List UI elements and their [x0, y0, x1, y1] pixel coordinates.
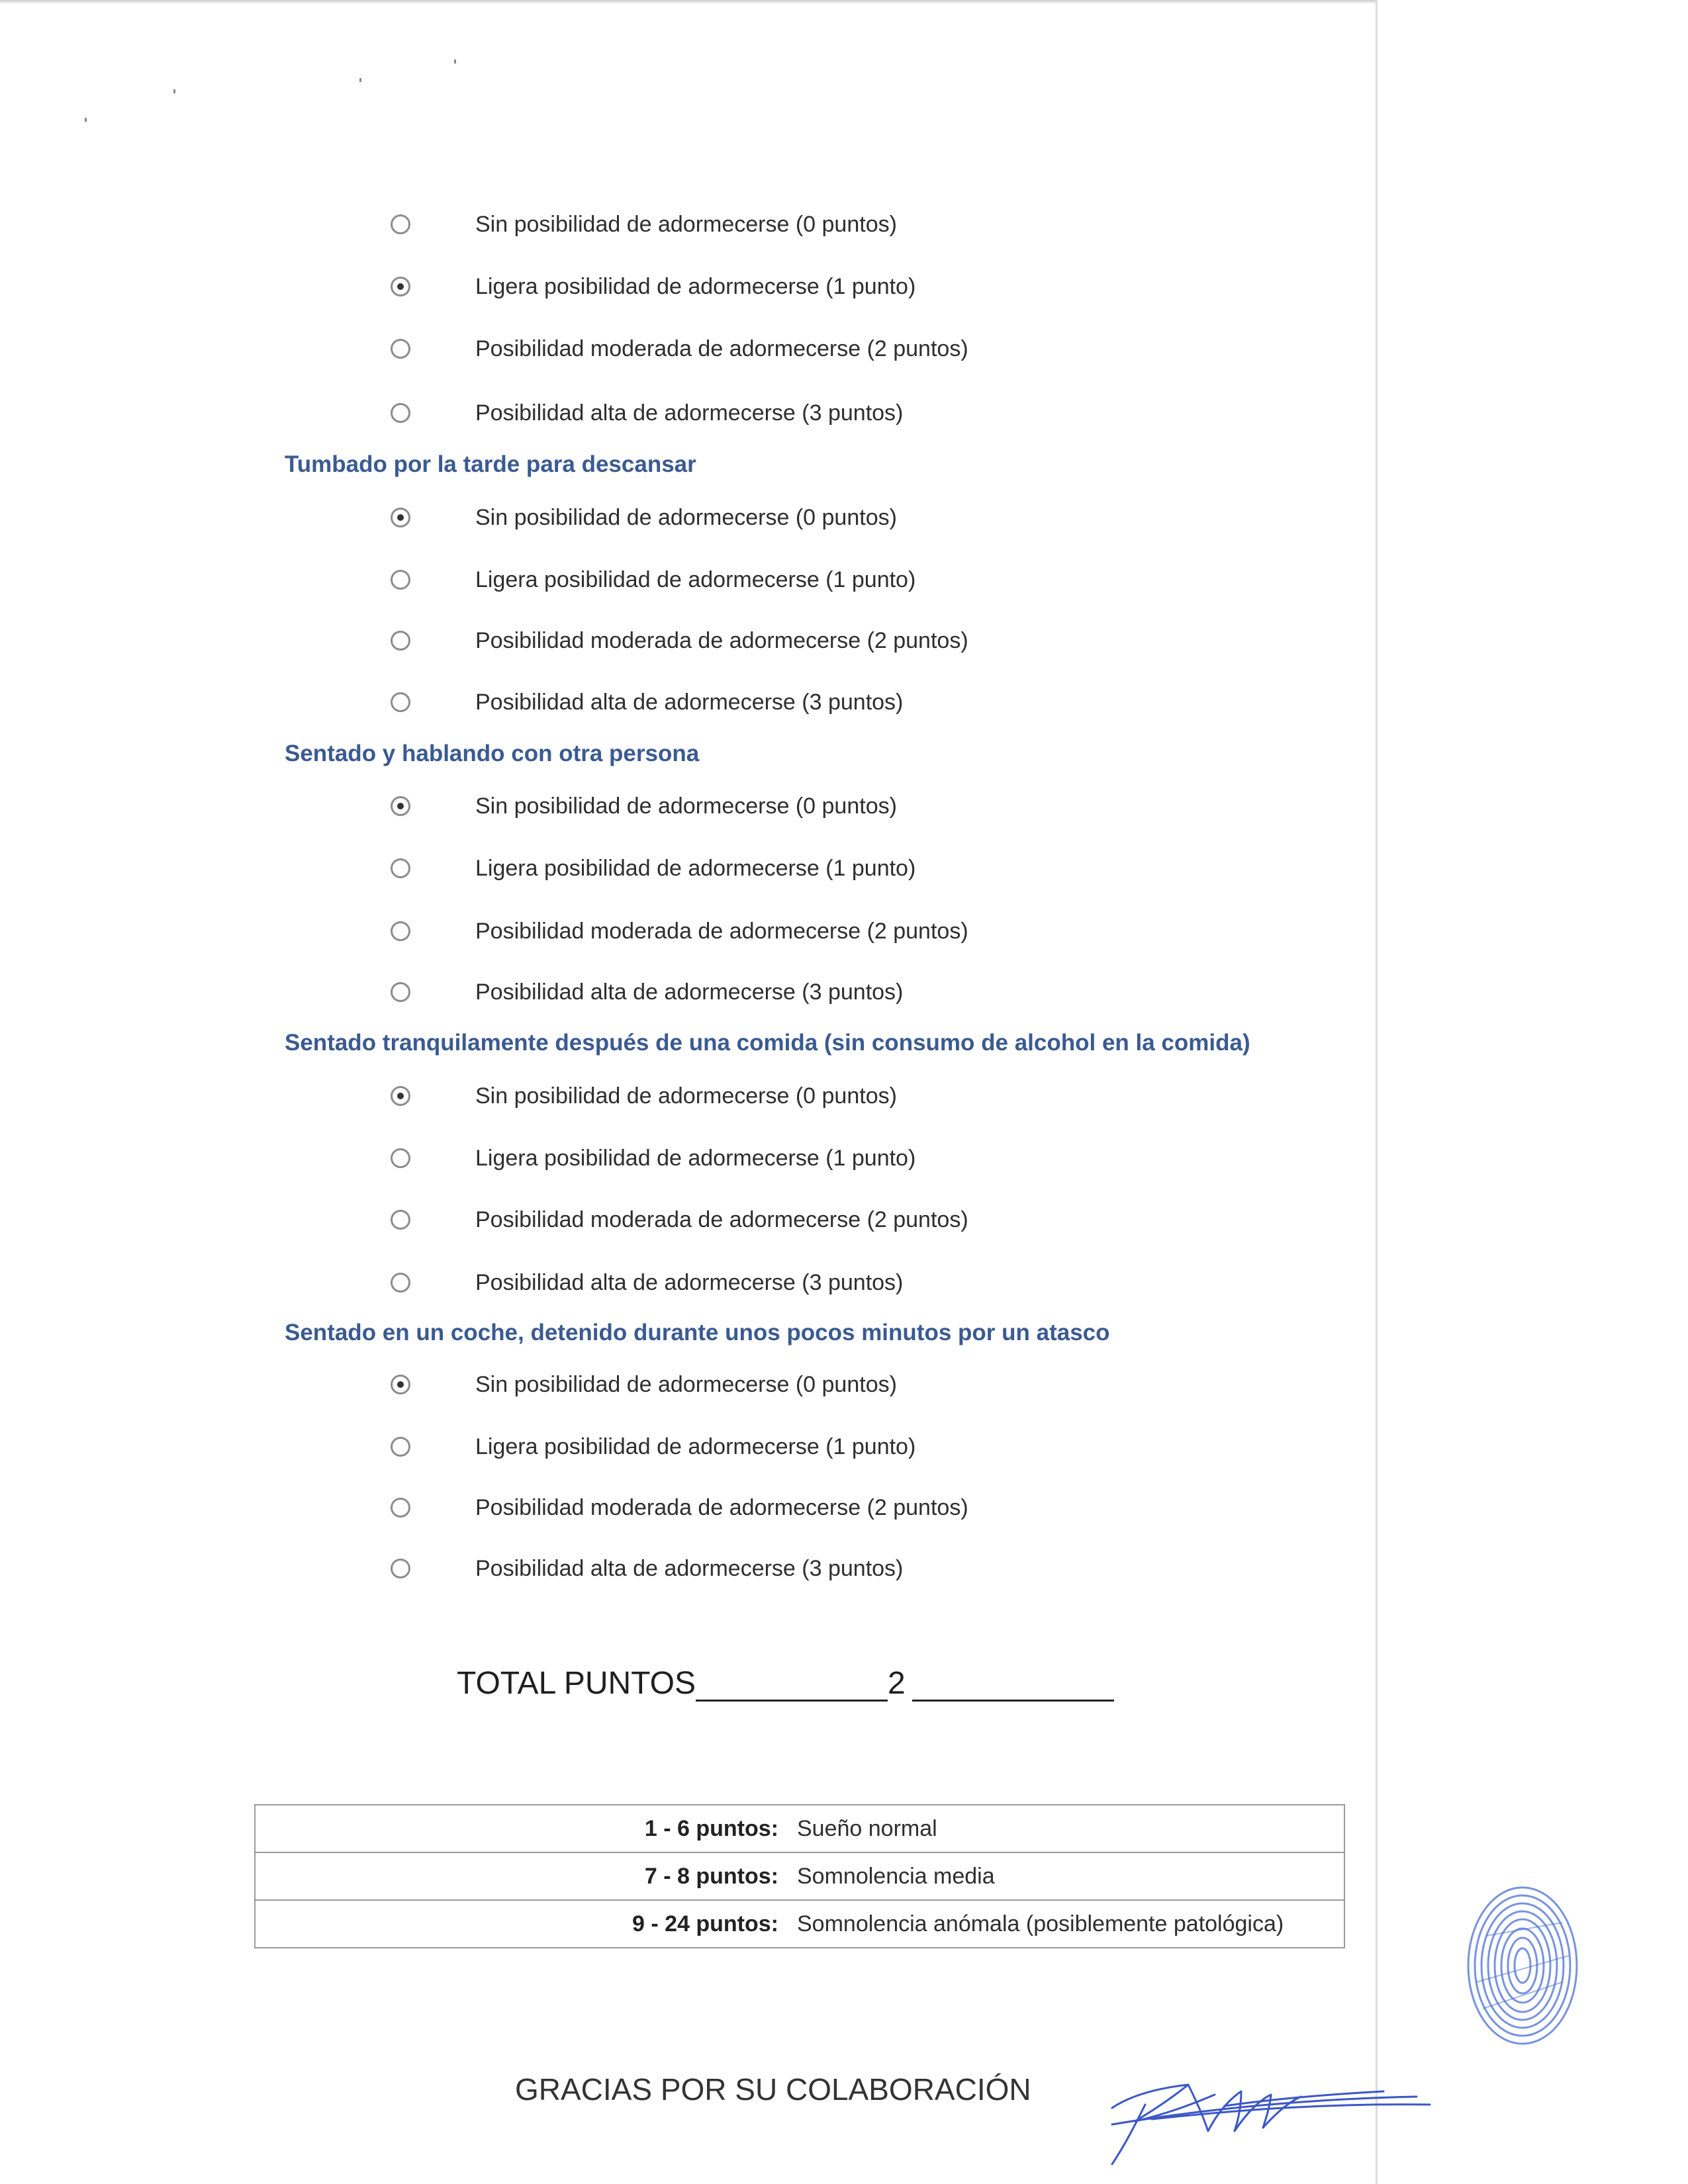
radio-button[interactable] — [391, 403, 410, 423]
radio-button[interactable] — [391, 921, 410, 941]
table-cell — [255, 1805, 1344, 1852]
scale-description: Somnolencia media — [797, 1863, 995, 1889]
option-q3-2[interactable] — [391, 1200, 968, 1240]
radio-button-selected[interactable] — [391, 1086, 410, 1106]
radio-button-selected[interactable] — [391, 277, 410, 296]
option-label: Posibilidad alta de adormecerse (3 puntos) — [475, 400, 904, 426]
question-title: Sentado en un coche, detenido durante unos pocos minutos por un atasco — [285, 1320, 1110, 1345]
option-q1-2[interactable] — [391, 621, 968, 660]
option-q4-2[interactable] — [391, 1488, 968, 1527]
signature — [1072, 2058, 1443, 2171]
option-q1-0[interactable] — [391, 498, 897, 537]
scale-description: Somnolencia anómala (posiblemente patológica) — [797, 1911, 1284, 1936]
scale-range: 9 - 24 puntos: — [632, 1911, 778, 1936]
table-row — [255, 1852, 1344, 1900]
option-label: Posibilidad moderada de adormecerse (2 puntos) — [475, 1206, 968, 1232]
option-label: Posibilidad moderada de adormecerse (2 puntos) — [475, 1494, 968, 1520]
table-cell — [255, 1852, 1344, 1900]
scale-range: 7 - 8 puntos: — [644, 1863, 778, 1889]
option-label: Ligera posibilidad de adormecerse (1 punto) — [475, 1433, 916, 1459]
option-q4-1[interactable] — [391, 1427, 915, 1467]
scan-speck — [85, 118, 87, 122]
option-label: Ligera posibilidad de adormecerse (1 punto) — [475, 1145, 916, 1171]
option-label: Posibilidad moderada de adormecerse (2 puntos) — [475, 918, 968, 944]
option-label: Posibilidad alta de adormecerse (3 puntos) — [475, 1269, 904, 1295]
radio-button[interactable] — [391, 692, 410, 712]
thanks-message: GRACIAS POR SU COLABORACIÓN — [515, 2072, 1031, 2107]
scan-speck — [173, 89, 175, 93]
radio-button[interactable] — [391, 631, 410, 651]
radio-button[interactable] — [391, 1559, 410, 1578]
option-label: Posibilidad alta de adormecerse (3 puntos) — [475, 979, 904, 1005]
total-value[interactable]: 2 — [887, 1666, 906, 1701]
option-q0-0[interactable] — [391, 205, 897, 244]
radio-button[interactable] — [391, 1273, 410, 1293]
table-row — [255, 1900, 1344, 1948]
radio-button[interactable] — [391, 982, 410, 1002]
option-q2-1[interactable] — [391, 848, 915, 888]
option-label: Posibilidad moderada de adormecerse (2 puntos) — [475, 627, 968, 653]
score-scale-table — [254, 1804, 1345, 1948]
option-label: Sin posibilidad de adormecerse (0 puntos) — [475, 1371, 897, 1397]
option-q0-3[interactable] — [391, 393, 903, 433]
scan-top-edge — [0, 0, 1376, 4]
question-title: Sentado y hablando con otra persona — [285, 741, 700, 766]
option-q1-1[interactable] — [391, 560, 915, 600]
option-q1-3[interactable] — [391, 682, 903, 722]
option-label: Sin posibilidad de adormecerse (0 puntos) — [475, 211, 897, 237]
option-label: Posibilidad alta de adormecerse (3 puntos) — [475, 689, 904, 715]
radio-button[interactable] — [391, 570, 410, 590]
option-q4-0[interactable] — [391, 1365, 897, 1404]
option-label: Posibilidad alta de adormecerse (3 puntos) — [475, 1555, 904, 1581]
option-label: Ligera posibilidad de adormecerse (1 punto) — [475, 567, 916, 592]
option-label: Ligera posibilidad de adormecerse (1 punto) — [475, 855, 916, 881]
radio-button[interactable] — [391, 1148, 410, 1168]
scale-range: 1 - 6 puntos: — [644, 1815, 778, 1841]
total-line-left — [696, 1669, 888, 1702]
option-label: Posibilidad moderada de adormecerse (2 puntos) — [475, 336, 968, 361]
total-points — [457, 1665, 1114, 1702]
radio-button-selected[interactable] — [391, 1375, 410, 1394]
option-q2-2[interactable] — [391, 911, 968, 951]
option-q2-3[interactable] — [391, 972, 903, 1012]
radio-button[interactable] — [391, 214, 410, 234]
option-label: Sin posibilidad de adormecerse (0 puntos) — [475, 1083, 897, 1109]
total-label: TOTAL PUNTOS — [457, 1666, 696, 1701]
table-cell — [255, 1900, 1344, 1948]
scan-speck — [359, 78, 361, 82]
option-q0-1[interactable] — [391, 267, 915, 306]
option-q0-2[interactable] — [391, 329, 968, 369]
radio-button-selected[interactable] — [391, 508, 410, 527]
radio-button-selected[interactable] — [391, 796, 410, 816]
radio-button[interactable] — [391, 858, 410, 878]
radio-button[interactable] — [391, 1437, 410, 1457]
radio-button[interactable] — [391, 339, 410, 359]
question-title: Sentado tranquilamente después de una comida (sin consumo de alcohol en la comida) — [285, 1030, 1250, 1056]
scan-right-edge — [1376, 0, 1378, 2184]
option-q3-0[interactable] — [391, 1076, 897, 1116]
scan-speck — [454, 60, 456, 64]
option-label: Ligera posibilidad de adormecerse (1 punto) — [475, 273, 916, 299]
option-q3-3[interactable] — [391, 1263, 903, 1302]
fingerprint-icon — [1463, 1883, 1582, 2055]
scale-description: Sueño normal — [797, 1815, 937, 1841]
radio-button[interactable] — [391, 1210, 410, 1230]
table-row — [255, 1805, 1344, 1852]
option-q4-3[interactable] — [391, 1549, 903, 1588]
question-title: Tumbado por la tarde para descansar — [285, 451, 696, 477]
option-q3-1[interactable] — [391, 1138, 915, 1178]
option-label: Sin posibilidad de adormecerse (0 puntos) — [475, 793, 897, 819]
radio-button[interactable] — [391, 1498, 410, 1518]
option-label: Sin posibilidad de adormecerse (0 puntos) — [475, 504, 897, 530]
total-line-right — [912, 1669, 1114, 1702]
option-q2-0[interactable] — [391, 786, 897, 826]
